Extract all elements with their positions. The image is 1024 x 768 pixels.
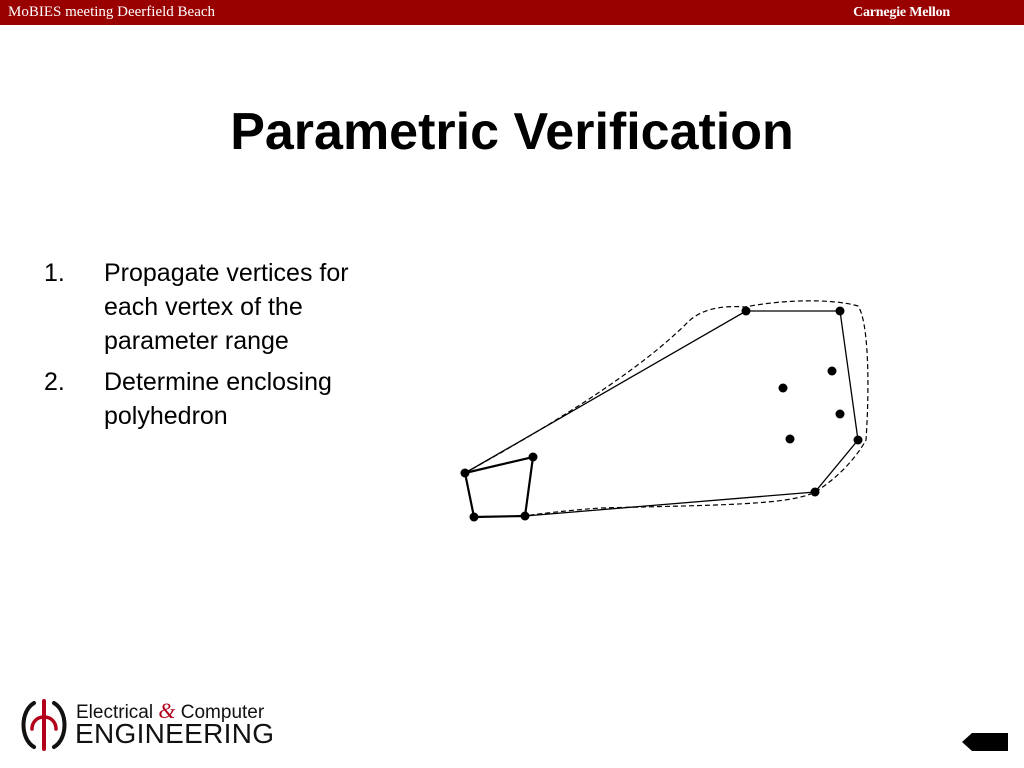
meeting-title: MoBIES meeting Deerfield Beach xyxy=(8,4,216,20)
vertex-point xyxy=(461,469,470,478)
vertex-point xyxy=(854,436,863,445)
vertex-point xyxy=(779,384,788,393)
vertex-point xyxy=(470,513,479,522)
vertex-point xyxy=(811,488,820,497)
next-slide-arrow-icon[interactable] xyxy=(962,731,1010,753)
vertex-point xyxy=(836,410,845,419)
slide-title: Parametric Verification xyxy=(230,103,794,161)
enclosing-polyhedron-dashed xyxy=(465,301,868,516)
logo-ampersand: & xyxy=(158,698,176,723)
step-number: 1. xyxy=(44,259,65,287)
ece-logo xyxy=(14,697,274,753)
logo-word-electrical: Electrical xyxy=(76,702,154,723)
vertex-point xyxy=(521,512,530,521)
step-text: Propagate vertices for each vertex of the parameter range xyxy=(104,259,349,355)
vertex-point xyxy=(828,367,837,376)
ece-emblem-icon xyxy=(14,697,74,753)
logo-word-computer: Computer xyxy=(180,702,265,723)
step-text: Determine enclosing polyhedron xyxy=(104,368,332,430)
vertex-point xyxy=(529,453,538,462)
parameter-range-polygon xyxy=(465,457,533,517)
propagated-hull xyxy=(465,311,858,516)
vertex-point xyxy=(836,307,845,316)
university-name: Carnegie Mellon xyxy=(853,5,950,20)
logo-line2: ENGINEERING xyxy=(75,718,275,749)
vertex-point xyxy=(742,307,751,316)
vertex-point xyxy=(786,435,795,444)
step-number: 2. xyxy=(44,368,65,396)
